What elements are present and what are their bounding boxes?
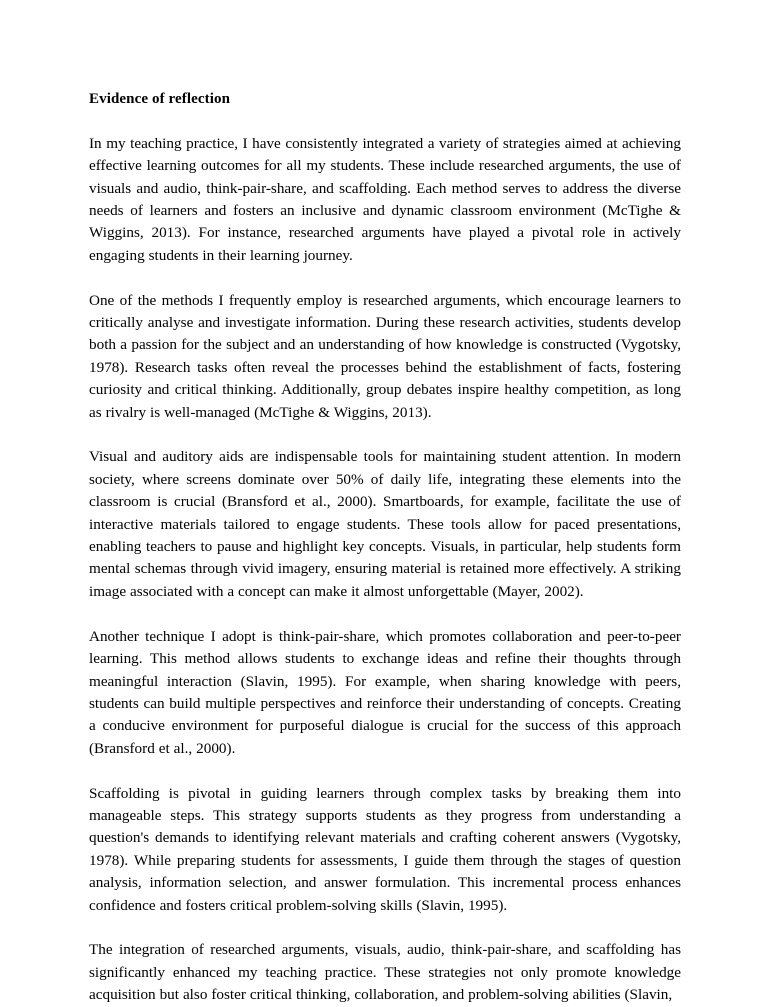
page-title: Evidence of reflection [89, 91, 231, 107]
paragraph-1: In my teaching practice, I have consistently integrated a variety of strategies aimed at achieving effective learning outcomes for all my students. These include researched arguments, the use of visuals and audio, think-pair-share, and scaffolding. Each method serves to address the diverse needs of learners and fosters an inclusive and dynamic classroom environment (McTighe & Wiggins, 2013). For instance, researched arguments have played a pivotal role in actively engaging students in their learning journey. [89, 134, 681, 264]
document-body [89, 88, 681, 1007]
paragraph-5: Scaffolding is pivotal in guiding learners through complex tasks by breaking them into manageable steps. This strategy supports students as they progress from understanding a question's demands to identifying relevant materials and crafting coherent answers (Vygotsky, 1978). While preparing students for assessments, I guide them through the stages of question analysis, information selection, and answer formulation. This incremental process enhances confidence and fosters critical problem-solving skills (Slavin, 1995). [89, 784, 681, 914]
paragraph-2: One of the methods I frequently employ is researched arguments, which encourage learners to critically analyse and investigate information. During these research activities, students develop both a passion for the subject and an understanding of how knowledge is constructed (Vygotsky, 1978). Research tasks often reveal the processes behind the establishment of facts, fostering curiosity and critical thinking. Additionally, group debates inspire healthy competition, as long as rivalry is well-managed (McTighe & Wiggins, 2013). [89, 291, 681, 421]
paragraph-6: The integration of researched arguments, visuals, audio, think-pair-share, and scaffolding has significantly enhanced my teaching practice. These strategies not only promote knowledge acquisition but also foster critical thinking, collaboration, and problem-solving abilities (Slavin, [89, 941, 681, 1004]
paragraph-4: Another technique I adopt is think-pair-share, which promotes collaboration and peer-to-peer learning. This method allows students to exchange ideas and refine their thoughts through meaningful interaction (Slavin, 1995). For example, when sharing knowledge with peers, students can build multiple perspectives and reinforce their understanding of concepts. Creating a conducive environment for purposeful dialogue is crucial for the success of this approach (Bransford et al., 2000). [89, 627, 681, 757]
paragraph-3: Visual and auditory aids are indispensable tools for maintaining student attention. In modern society, where screens dominate over 50% of daily life, integrating these elements into the classroom is crucial (Bransford et al., 2000). Smartboards, for example, facilitate the use of interactive materials tailored to engage students. These tools allow for paced presentations, enabling teachers to pause and highlight key concepts. Visuals, in particular, help students form mental schemas through vivid imagery, ensuring material is retained more effectively. A striking image associated with a concept can make it almost unforgettable (Mayer, 2002). [89, 448, 681, 600]
